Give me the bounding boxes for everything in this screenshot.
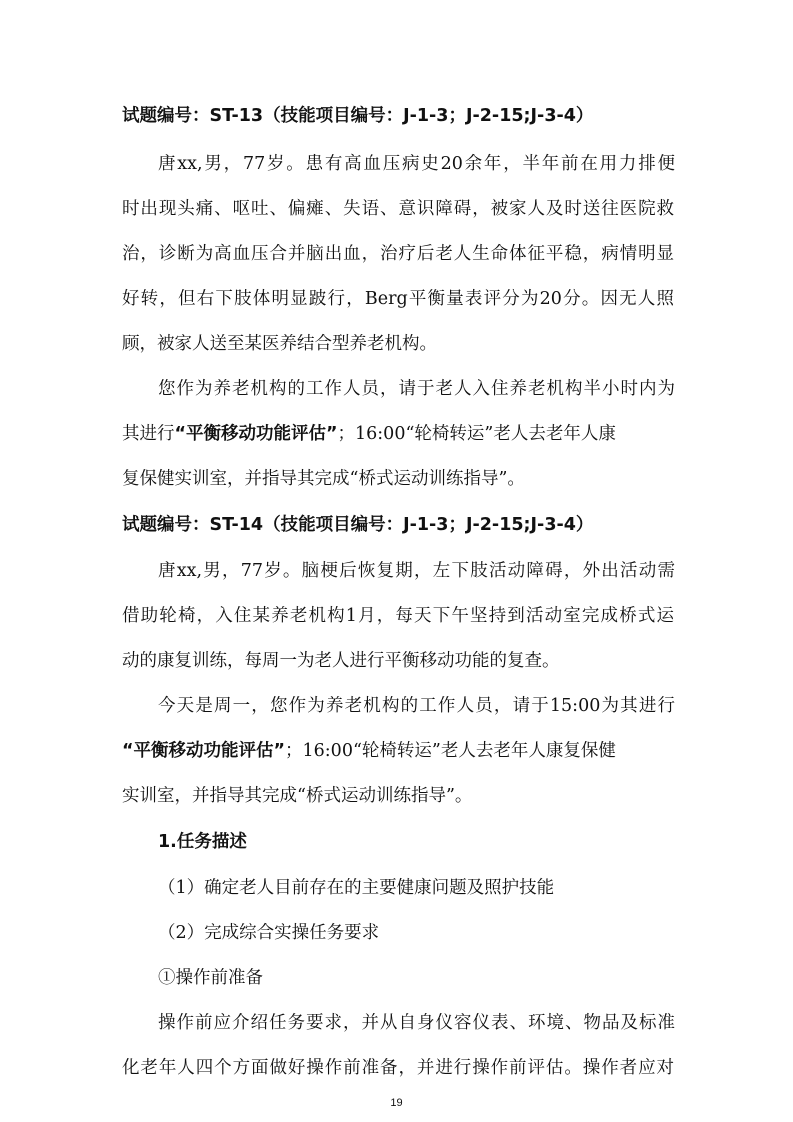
case-text-line: 动的康复训练，每周一为老人进行平衡移动功能的复查。 [122,651,560,671]
question-header-st13: 试题编号：ST-13（技能项目编号：J-1-3；J-2-15;J-3-4） [122,106,594,126]
case-text-line: 借助轮椅，入住某养老机构1月，每天下午坚持到活动室完成桥式运 [122,606,674,626]
case-text-line: 唐xx,男，77岁。患有高血压病史20余年，半年前在用力排便 [158,154,675,174]
task-text-line [122,422,616,446]
task-item: （2）完成综合实操任务要求 [158,923,380,943]
case-text-line: 唐xx,男，77岁。脑梗后恢复期，左下肢活动障碍，外出活动需 [158,561,675,581]
case-text-line: 治，诊断为高血压合并脑出血，治疗后老人生命体征平稳，病情明显 [122,244,674,264]
case-text-line: 顾，被家人送至某医养结合型养老机构。 [122,334,437,354]
task-highlight: “平衡移动功能评估” [122,741,286,761]
body-text-line: 化老年人四个方面做好操作前准备，并进行操作前评估。操作者应对 [122,1058,674,1078]
section-heading: 1.任务描述 [158,832,247,852]
task-text-segment: ；16:00“轮椅转运”老人去老年人康复保健 [285,741,616,761]
task-highlight: “平衡移动功能评估” [174,424,338,444]
task-text-line: 今天是周一，您作为养老机构的工作人员，请于15:00为其进行 [158,696,675,716]
task-item: （1）确定老人目前存在的主要健康问题及照护技能 [158,878,555,898]
task-text-line: 实训室，并指导其完成“桥式运动训练指导”。 [122,786,473,806]
page-number: 19 [390,1097,403,1109]
case-text-line: 时出现头痛、呕吐、偏瘫、失语、意识障碍，被家人及时送往医院救 [122,199,674,219]
task-item: ①操作前准备 [158,968,263,988]
task-text-line: 复保健实训室，并指导其完成“桥式运动训练指导”。 [122,469,525,489]
question-header-st14: 试题编号：ST-14（技能项目编号：J-1-3；J-2-15;J-3-4） [122,515,594,535]
case-text-line: 好转，但右下肢体明显跛行，Berg平衡量表评分为20分。因无人照 [122,289,674,309]
task-text-line: 您作为养老机构的工作人员，请于老人入住养老机构半小时内为 [158,379,675,399]
task-text-segment: 其进行 [122,424,175,444]
body-text-line: 操作前应介绍任务要求，并从自身仪容仪表、环境、物品及标准 [158,1013,675,1033]
task-text-line [122,739,616,763]
task-text-segment: ；16:00“轮椅转运”老人去老年人康 [337,424,616,444]
